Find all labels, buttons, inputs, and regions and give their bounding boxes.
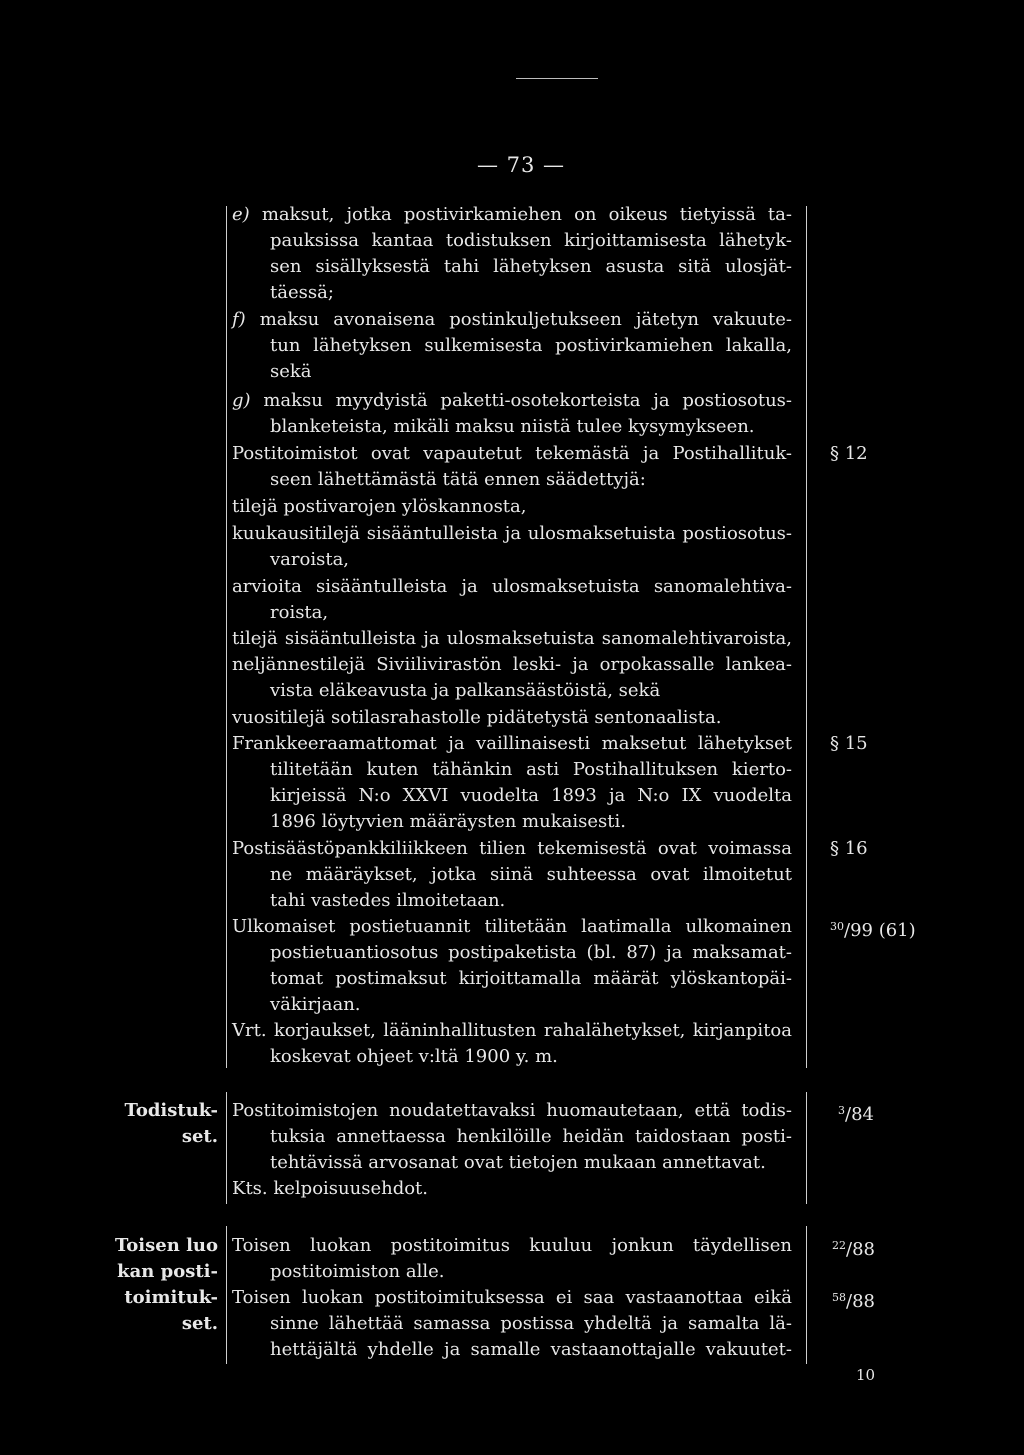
column-rule-left-3 bbox=[226, 1226, 227, 1364]
text-line: e) maksut, jotka postivirkamiehen on oikeus tietyissä ta- bbox=[232, 204, 792, 225]
text-line: Postitoimistojen noudatettavaksi huomautetaan, että todis- bbox=[232, 1100, 792, 1121]
text-line: 1896 löytyvien määräysten mukaisesti. bbox=[270, 811, 626, 832]
text-line: kuukausitilejä sisääntulleista ja ulosmaksetuista postiosotus- bbox=[232, 523, 792, 544]
text-line: sekä bbox=[270, 361, 312, 382]
text-line: tuksia annettaessa henkilöille heidän taidostaan posti- bbox=[270, 1126, 792, 1147]
signature-mark: 10 bbox=[856, 1366, 876, 1384]
text-line: tehtävissä arvosanat ovat tietojen mukaan annettavat. bbox=[270, 1152, 766, 1173]
text-line: vuositilejä sotilasrahastolle pidätetystä sentonaalista. bbox=[232, 707, 722, 728]
column-rule-right-2 bbox=[806, 1092, 807, 1204]
column-rule-right-3 bbox=[806, 1226, 807, 1364]
text-line: Vrt. korjaukset, lääninhallitusten rahalähetykset, kirjanpitoa bbox=[232, 1020, 792, 1041]
text-line: väkirjaan. bbox=[270, 994, 361, 1015]
margin-heading: Toisen luo kan posti- toimituk- set. bbox=[114, 1235, 218, 1334]
text-line: blanketeista, mikäli maksu niistä tulee kysymykseen. bbox=[270, 416, 755, 437]
text-line: seen lähettämästä tätä ennen säädettyjä: bbox=[270, 469, 646, 490]
list-marker: e) bbox=[232, 204, 250, 225]
circular-ref: $^{22}$/88 bbox=[832, 1239, 875, 1260]
text-line: vista eläkeavusta ja palkansäästöistä, sekä bbox=[270, 680, 661, 701]
text-line: postietuantiosotus postipaketista (bl. 87) ja maksamat- bbox=[270, 942, 792, 963]
text-line: tomat postimaksut kirjoittamalla määrät ylöskantopäi- bbox=[270, 968, 792, 989]
margin-heading: Todistuk- set. bbox=[124, 1100, 218, 1147]
text-line: koskevat ohjeet v:ltä 1900 y. m. bbox=[270, 1046, 558, 1067]
column-rule-right-1 bbox=[806, 206, 807, 1068]
text-line: hettäjältä yhdelle ja samalle vastaanottajalle vakuutet- bbox=[270, 1339, 792, 1360]
text-line: neljännestilejä Siviilivirastön leski- ja orpokassalle lankea- bbox=[232, 654, 792, 675]
section-ref: § 16 bbox=[830, 838, 868, 859]
text-line: pauksissa kantaa todistuksen kirjoittamisesta lähetyk- bbox=[270, 230, 792, 251]
section-ref: § 12 bbox=[830, 443, 868, 464]
text-line: ne määräykset, jotka siinä suhteessa ovat ilmoitetut bbox=[270, 864, 792, 885]
text-line: roista, bbox=[270, 602, 329, 623]
text-line: täessä; bbox=[270, 282, 334, 303]
text-line: postitoimiston alle. bbox=[270, 1261, 445, 1282]
text-line: kirjeissä N:o XXVI vuodelta 1893 ja N:o IX vuodelta bbox=[270, 785, 792, 806]
text-line: tahi vastedes ilmoitetaan. bbox=[270, 890, 506, 911]
list-marker: f) bbox=[232, 309, 246, 330]
text-line: Frankkeeraamattomat ja vaillinaisesti maksetut lähetykset bbox=[232, 733, 792, 754]
column-rule-left-1 bbox=[226, 206, 227, 1068]
top-rule bbox=[516, 78, 598, 79]
column-rule-left-2 bbox=[226, 1092, 227, 1204]
text-line: Postitoimistot ovat vapautetut tekemästä ja Postihallituk- bbox=[232, 443, 792, 464]
text-line: Toisen luokan postitoimituksessa ei saa vastaanottaa eikä bbox=[232, 1287, 792, 1308]
text-line: tilitetään kuten tähänkin asti Postihallituksen kierto- bbox=[270, 759, 792, 780]
text-line: Postisäästöpankkiliikkeen tilien tekemisestä ovat voimassa bbox=[232, 838, 792, 859]
text-line: sen sisällyksestä tahi lähetyksen asusta sitä ulosjät- bbox=[270, 256, 792, 277]
text-line: tilejä postivarojen ylöskannosta, bbox=[232, 496, 527, 517]
circular-ref: $^3$/84 bbox=[838, 1104, 874, 1125]
text-line: g) maksu myydyistä paketti-osotekorteista ja postiosotus- bbox=[232, 390, 792, 411]
text-line: varoista, bbox=[270, 549, 350, 570]
text-line: arvioita sisääntulleista ja ulosmaksetuista sanomalehtiva- bbox=[232, 576, 792, 597]
list-marker: g) bbox=[232, 390, 251, 411]
text-line: Ulkomaiset postietuannit tilitetään laatimalla ulkomainen bbox=[232, 916, 792, 937]
text-line: sinne lähettää samassa postissa yhdeltä ja samalta lä- bbox=[270, 1313, 792, 1334]
circular-ref: $^{58}$/88 bbox=[832, 1291, 875, 1312]
text-line: tun lähetyksen sulkemisesta postivirkamiehen lakalla, bbox=[270, 335, 792, 356]
text-line: f) maksu avonaisena postinkuljetukseen jätetyn vakuute- bbox=[232, 309, 792, 330]
circular-ref: $^{30}$/99 (61) bbox=[830, 920, 916, 941]
text-line: Toisen luokan postitoimitus kuuluu jonkun täydellisen bbox=[232, 1235, 792, 1256]
section-ref: § 15 bbox=[830, 733, 868, 754]
page-number: — 73 — bbox=[476, 153, 566, 177]
text-line: tilejä sisääntulleista ja ulosmaksetuista sanomalehtivaroista, bbox=[232, 628, 792, 649]
text-line: Kts. kelpoisuusehdot. bbox=[232, 1178, 429, 1199]
